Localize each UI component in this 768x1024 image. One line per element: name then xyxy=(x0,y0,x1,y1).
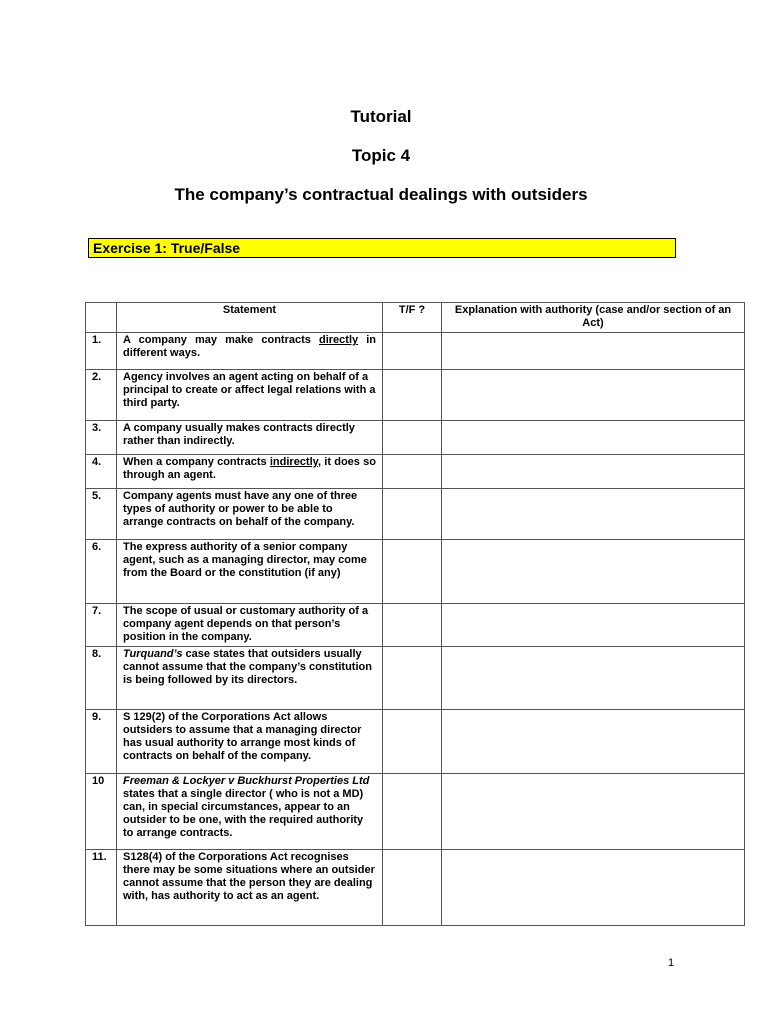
statement-text: directly xyxy=(318,334,359,346)
statement-text: , it does so through an agent. xyxy=(123,456,376,481)
statement-cell xyxy=(117,370,383,421)
table-row xyxy=(86,370,745,421)
row-number: 2. xyxy=(86,370,117,421)
statement-cell xyxy=(117,850,383,926)
explanation-cell[interactable] xyxy=(442,455,745,489)
table-row xyxy=(86,333,745,370)
explanation-cell[interactable] xyxy=(442,421,745,455)
topic-heading: Topic 4 xyxy=(351,146,411,165)
table-row xyxy=(86,850,745,926)
tf-answer-cell[interactable] xyxy=(383,710,442,774)
row-number: 3. xyxy=(86,421,117,455)
row-number: 10 xyxy=(86,774,117,850)
table-row xyxy=(86,540,745,604)
tf-answer-cell[interactable] xyxy=(383,333,442,370)
statement-cell xyxy=(117,421,383,455)
statement-text: states that a single director ( who is not a MD) can, in special circumstances, appear to an outsider to be one, with the required authority to arrange contracts. xyxy=(123,788,364,839)
statement-text: A company usually makes contracts directly rather than indirectly. xyxy=(123,422,355,447)
explanation-cell[interactable] xyxy=(442,647,745,710)
statement-text: The scope of usual or customary authority of a company agent depends on that person’s position in the company. xyxy=(123,605,369,643)
statement-cell xyxy=(117,604,383,647)
row-number: 6. xyxy=(86,540,117,604)
row-number: 8. xyxy=(86,647,117,710)
statement-text: indirectly xyxy=(269,456,318,468)
row-number: 4. xyxy=(86,455,117,489)
statement-text: Agency involves an agent acting on behalf of a principal to create or affect legal relations with a third party. xyxy=(123,371,376,409)
table-header-row xyxy=(86,303,745,333)
table-row xyxy=(86,647,745,710)
column-header-tf: T/F ? xyxy=(383,303,442,333)
row-number: 5. xyxy=(86,489,117,540)
table-row xyxy=(86,489,745,540)
statement-text: Company agents must have any one of three types of authority or power to be able to arrange contracts on behalf of the company. xyxy=(123,490,358,528)
tf-answer-cell[interactable] xyxy=(383,540,442,604)
column-header-explanation: Explanation with authority (case and/or section of an Act) xyxy=(442,303,745,333)
statement-text: When a company contracts xyxy=(123,456,270,468)
column-header-number xyxy=(86,303,117,333)
explanation-cell[interactable] xyxy=(442,489,745,540)
row-number: 1. xyxy=(86,333,117,370)
table-row xyxy=(86,604,745,647)
table-row xyxy=(86,455,745,489)
column-header-statement: Statement xyxy=(117,303,383,333)
explanation-cell[interactable] xyxy=(442,774,745,850)
statement-cell xyxy=(117,333,383,370)
statement-text: case states that outsiders usually cannot assume that the company’s constitution is being followed by its directors. xyxy=(123,648,372,686)
document-title: Tutorial xyxy=(350,107,412,126)
statement-text: in different ways. xyxy=(123,334,376,359)
true-false-table xyxy=(85,302,745,926)
statement-text: Freeman & Lockyer v Buckhurst Properties Ltd xyxy=(123,775,370,787)
explanation-cell[interactable] xyxy=(442,370,745,421)
explanation-cell[interactable] xyxy=(442,850,745,926)
tf-answer-cell[interactable] xyxy=(383,850,442,926)
exercise-label: Exercise 1: True/False xyxy=(88,238,676,258)
statement-text: S128(4) of the Corporations Act recognises there may be some situations where an outsider cannot assume that the person they are dealing with, has authority to act as an agent. xyxy=(123,851,375,902)
statement-text: Turquand’s xyxy=(123,648,183,660)
tf-answer-cell[interactable] xyxy=(383,455,442,489)
table-row xyxy=(86,710,745,774)
document-subtitle: The company’s contractual dealings with outsiders xyxy=(174,185,588,204)
tf-answer-cell[interactable] xyxy=(383,370,442,421)
statement-cell xyxy=(117,774,383,850)
statement-cell xyxy=(117,489,383,540)
tf-answer-cell[interactable] xyxy=(383,647,442,710)
row-number: 11. xyxy=(86,850,117,926)
tf-answer-cell[interactable] xyxy=(383,421,442,455)
statement-cell xyxy=(117,710,383,774)
explanation-cell[interactable] xyxy=(442,540,745,604)
statement-text: The express authority of a senior company agent, such as a managing director, may come from the Board or the constitution (if any) xyxy=(123,541,367,579)
statement-text: A company may make contracts xyxy=(123,334,319,346)
row-number: 7. xyxy=(86,604,117,647)
statement-cell xyxy=(117,540,383,604)
tf-answer-cell[interactable] xyxy=(383,489,442,540)
statement-text: S 129(2) of the Corporations Act allows outsiders to assume that a managing director has usual authority to arrange most kinds of contracts on behalf of the company. xyxy=(123,711,362,762)
explanation-cell[interactable] xyxy=(442,333,745,370)
tf-answer-cell[interactable] xyxy=(383,604,442,647)
explanation-cell[interactable] xyxy=(442,710,745,774)
explanation-cell[interactable] xyxy=(442,604,745,647)
page-number: 1 xyxy=(668,957,675,969)
statement-cell xyxy=(117,455,383,489)
row-number: 9. xyxy=(86,710,117,774)
tf-answer-cell[interactable] xyxy=(383,774,442,850)
table-row xyxy=(86,421,745,455)
statement-cell xyxy=(117,647,383,710)
table-row xyxy=(86,774,745,850)
